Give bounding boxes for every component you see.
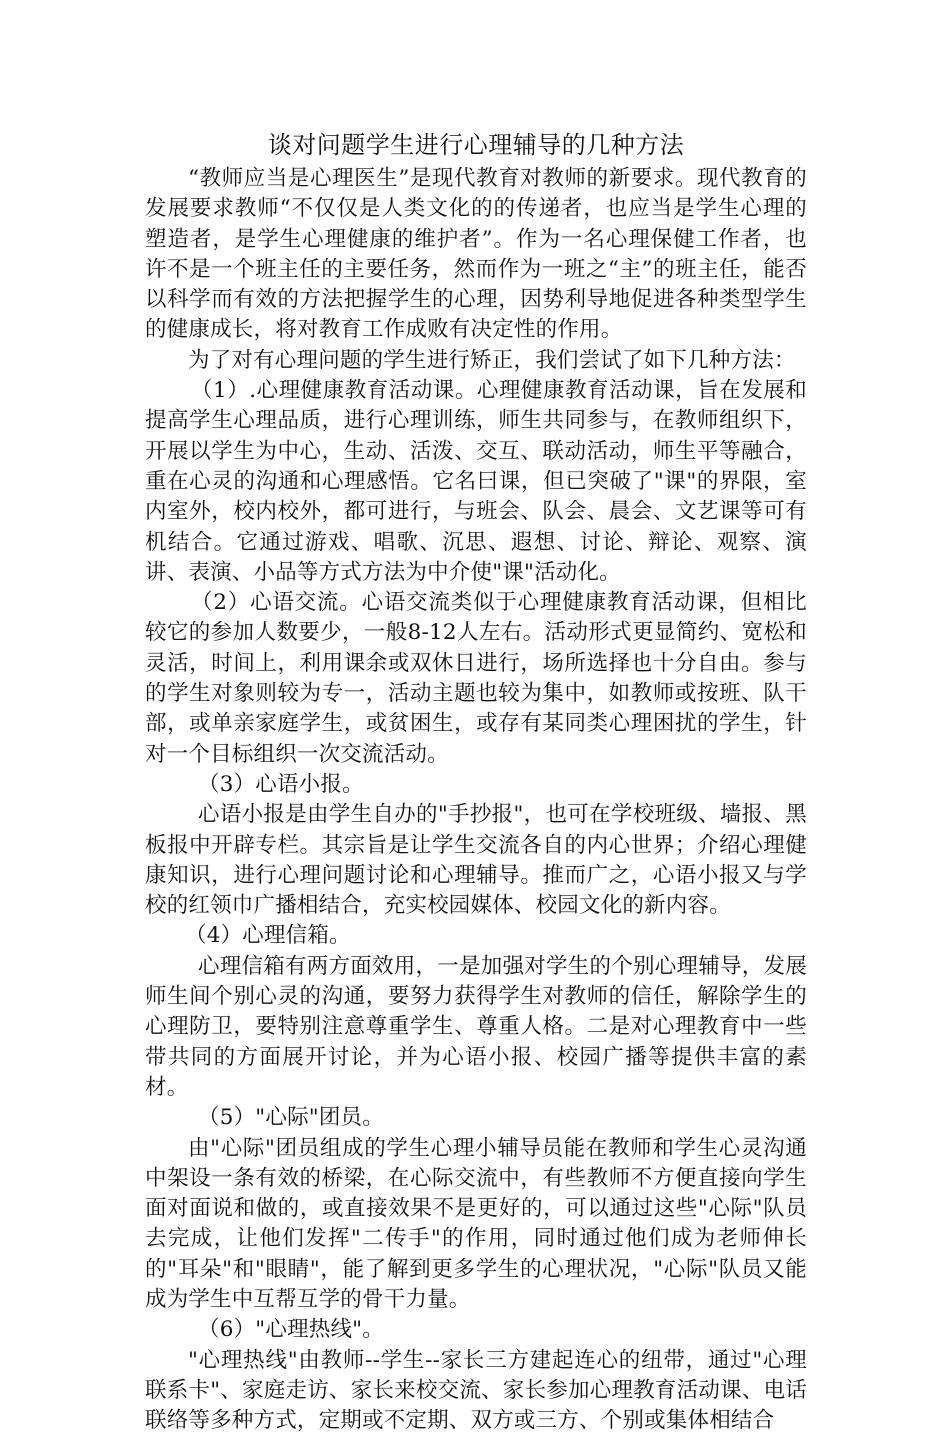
method-6-body: "心理热线"由教师--学生--家长三方建起连心的纽带，通过"心理联系卡"、家庭走访、家长来校交流、家长参加心理教育活动课、电话联络等多种方式，定期或不定期、双方或三方、个别或集体相结合 [145, 1347, 807, 1434]
method-6-heading: （6）"心理热线"。 [198, 1317, 384, 1343]
document-title: 谈对问题学生进行心理辅导的几种方法 [267, 131, 685, 159]
document-page [145, 128, 807, 1436]
method-4-heading: （4）心理信箱。 [185, 923, 351, 949]
method-1-paragraph: （1）.心理健康教育活动课。心理健康教育活动课，旨在发展和提高学生心理品质，进行心理训练，师生共同参与，在教师组织下，开展以学生为中心，生动、活泼、交互、联动活动，师生平等融合，重在心灵的沟通和心理感悟。它名曰课，但已突破了"课"的界限，室内室外，校内校外，都可进行，与班会、队会、晨会、文艺课等可有机结合。它通过游戏、唱歌、沉思、遐想、讨论、辩论、观察、演讲、表演、小品等方式方法为中介使"课"活动化。 [145, 378, 807, 585]
method-3-body: 心语小报是由学生自办的"手抄报"，也可在学校班级、墙报、黑板报中开辟专栏。其宗旨是让学生交流各自的内心世界；介绍心理健康知识，进行心理问题讨论和心理辅导。推而广之，心语小报又与学校的红领巾广播相结合，充实校园媒体、校园文化的新内容。 [145, 802, 807, 919]
method-4-body: 心理信箱有两方面效用，一是加强对学生的个别心理辅导，发展师生间个别心灵的沟通，要努力获得学生对教师的信任，解除学生的心理防卫，要特别注意尊重学生、尊重人格。二是对心理教育中一些带共同的方面展开讨论，并为心语小报、校园广播等提供丰富的素材。 [145, 953, 807, 1100]
method-5-body: 由"心际"团员组成的学生心理小辅导员能在教师和学生心灵沟通中架设一条有效的桥梁，在心际交流中，有些教师不方便直接向学生面对面说和做的，或直接效果不是更好的，可以通过这些"心际"队员去完成，让他们发挥"二传手"的作用，同时通过他们成为老师伸长的"耳朵"和"眼睛"，能了解到更多学生的心理状况，"心际"队员又能成为学生中互帮互学的骨干力量。 [145, 1135, 807, 1312]
intro-paragraph: “教师应当是心理医生”是现代教育对教师的新要求。现代教育的发展要求教师“不仅仅是人类文化的的传递者，也应当是学生心理的塑造者，是学生心理健康的维护者”。作为一名心理保健工作者，也许不是一个班主任的主要任务，然而作为一班之“主”的班主任，能否以科学而有效的方法把握学生的心理，因势利导地促进各种类型学生的健康成长，将对教育工作成败有决定性的作用。 [145, 166, 807, 343]
method-3-heading: （3）心语小报。 [198, 771, 364, 797]
method-5-heading: （5）"心际"团员。 [198, 1105, 384, 1131]
method-2-paragraph: （2）心语交流。心语交流类似于心理健康教育活动课，但相比较它的参加人数要少，一般8-12人左右。活动形式更显简约、宽松和灵活，时间上，利用课余或双休日进行，场所选择也十分自由。参与的学生对象则较为专一，活动主题也较为集中，如教师或按班、队干部，或单亲家庭学生，或贫困生，或存有某同类心理困扰的学生，针对一个目标组织一次交流活动。 [145, 590, 807, 767]
methods-intro-paragraph: 为了对有心理问题的学生进行矫正，我们尝试了如下几种方法： [188, 347, 796, 373]
